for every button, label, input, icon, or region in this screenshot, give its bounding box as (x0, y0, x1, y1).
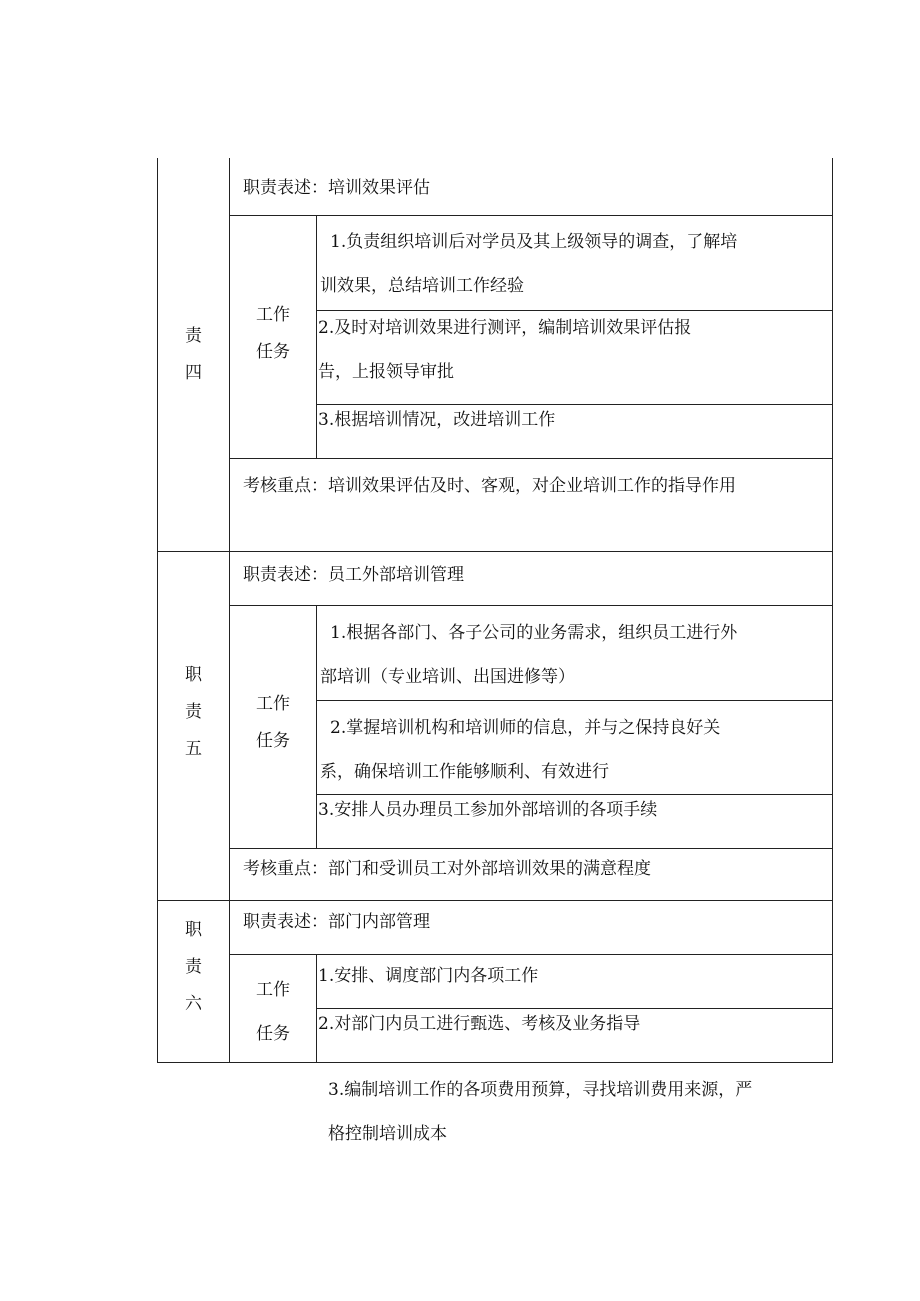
section-line (157, 551, 833, 552)
task-divider-s4 (316, 215, 317, 458)
task-label-s5: 工作 任务 (256, 694, 290, 751)
row-line (316, 404, 833, 405)
task-s5-1: 1.根据各部门、各子公司的业务需求，组织员工进行外 部培训（专业培训、出国进修等） (320, 623, 738, 687)
task-s5-3: 3.安排人员办理员工参加外部培训的各项手续 (318, 800, 658, 820)
row-line (316, 700, 833, 701)
trailing-task: 3.编制培训工作的各项费用预算，寻找培训费用来源，严 格控制培训成本 (328, 1080, 753, 1144)
section-line (157, 900, 833, 901)
task-s4-3: 3.根据培训情况，改进培训工作 (318, 410, 556, 430)
task-s6-2: 2.对部门内员工进行甄选、考核及业务指导 (318, 1014, 641, 1034)
task-s4-2: 2.及时对培训效果进行测评，编制培训效果评估报 告，上报领导审批 (318, 318, 692, 382)
table-border-bottom (157, 1062, 833, 1063)
section-label-4: 责 四 (185, 326, 202, 383)
assessment-s5: 考核重点：部门和受训员工对外部培训效果的满意程度 (243, 859, 651, 879)
table-column-divider (229, 158, 230, 1062)
task-label-s4: 工作 任务 (256, 305, 290, 362)
row-line (316, 1008, 833, 1009)
row-line (229, 954, 833, 955)
task-s4-1: 1.负责组织培训后对学员及其上级领导的调查，了解培 训效果，总结培训工作经验 (320, 232, 738, 296)
task-divider-s5 (316, 605, 317, 848)
section-label-6: 职 责 六 (185, 920, 202, 1014)
row-line (316, 794, 833, 795)
task-s5-2: 2.掌握培训机构和培训师的信息，并与之保持良好关 系，确保培训工作能够顺利、有效进行 (320, 718, 721, 782)
table-border-right (832, 158, 833, 1062)
task-label-s6: 工作 任务 (256, 980, 290, 1044)
assessment-s4: 考核重点：培训效果评估及时、客观，对企业培训工作的指导作用 (243, 476, 736, 496)
description-s4: 职责表述：培训效果评估 (243, 178, 430, 198)
row-line (229, 215, 833, 216)
task-s6-1: 1.安排、调度部门内各项工作 (318, 966, 539, 986)
description-s6: 职责表述：部门内部管理 (243, 912, 430, 932)
section-label-5: 职 责 五 (185, 665, 202, 759)
row-line (229, 458, 833, 459)
description-s5: 职责表述：员工外部培训管理 (243, 565, 464, 585)
row-line (229, 605, 833, 606)
row-line (229, 848, 833, 849)
